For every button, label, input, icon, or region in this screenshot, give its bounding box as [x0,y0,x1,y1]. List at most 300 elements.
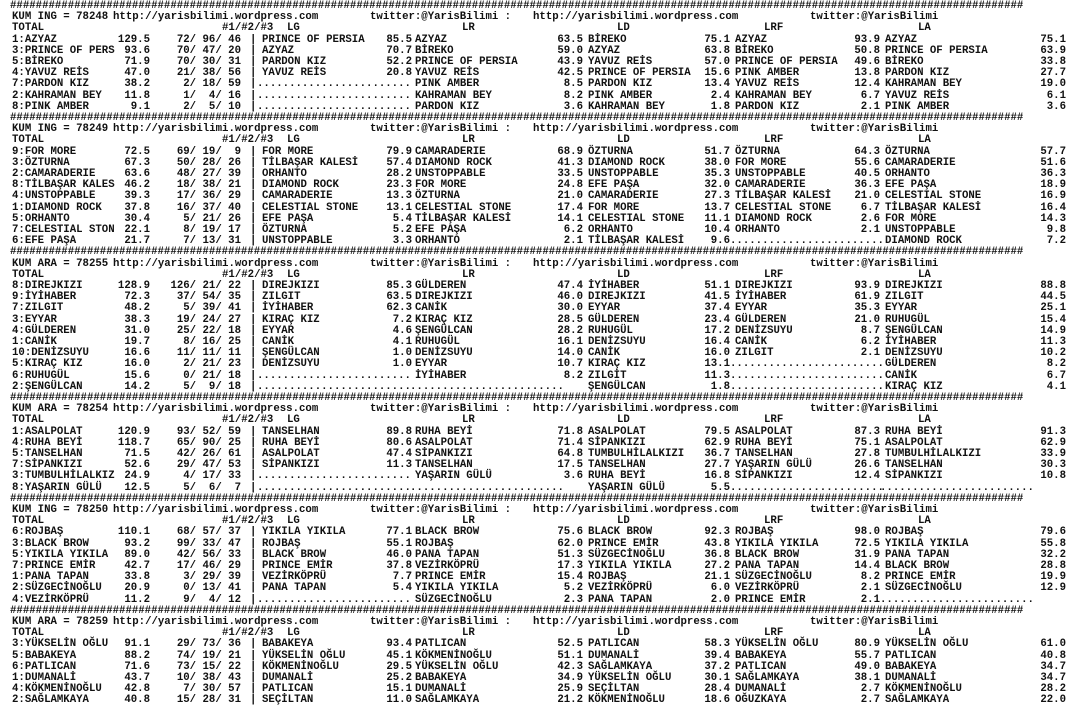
result-row [0,527,1077,538]
ld-score: 92.3 [704,526,730,539]
lr-score: 42.5 [557,67,583,80]
lr-horse-name: FOR MORE [415,179,467,192]
ld-horse-name: TİLBAŞAR KALESİ [588,235,685,248]
lg-horse-name: PRINCE EMİR [262,560,333,572]
lr-empty-dots: ........................ [410,380,564,393]
lrf-score: 49.6 [854,56,880,68]
ld-horse-name: AZYAZ [588,44,621,57]
total-score: 91.1 [124,638,150,651]
header-total: TOTAL [12,515,45,528]
lrf-score: 12.4 [854,470,880,483]
twitter-handle: twitter:@YarisBilimi [810,616,939,628]
lrf-horse-name: DIREJKIZI [735,280,793,292]
horse-name: 7:ZILGIT [12,302,64,315]
lrf-score: 2.1 [860,593,880,606]
lg-horse-name: İYİHABER [262,302,314,315]
la-empty-dots: ........................ [880,593,1034,606]
ld-score: 1.8 [710,380,730,393]
lg-score: 62.3 [386,302,412,315]
lg-horse-name: PARDON KIZ [262,56,327,68]
lrf-horse-name: UNSTOPPABLE [735,168,806,180]
placings: 29/ 47/ 53 [176,459,241,472]
placings: 8/ 19/ 17 [176,224,241,236]
ld-horse-name: PINK AMBER [588,89,653,102]
column-divider: | [250,201,257,214]
twitter-handle: twitter:@YarisBilimi [810,403,939,416]
lr-horse-name: TANSELHAN [415,459,473,472]
lg-horse-name: ŞENGÜLCAN [262,347,320,360]
lr-score: 17.5 [557,459,583,472]
lr-score: 62.0 [557,537,583,550]
lr-score: 51.1 [557,649,583,662]
lr-empty-dots: ........................ [410,481,564,494]
placings: 42/ 26/ 61 [176,448,241,460]
lrf-empty-dots: ........................ [730,358,884,371]
column-divider: | [250,145,257,158]
result-row [0,203,1077,214]
horse-name: 3:YÜKSELİN OĞLU [12,638,109,651]
lr-horse-name: BABAKEYA [415,672,467,684]
la-score: 8.2 [1046,358,1066,371]
lr-horse-name: ROJBAŞ [415,537,454,550]
lr-score: 41.3 [557,156,583,169]
horse-name: 7:SİPANKIZI [12,459,83,472]
lg-score: 5.4 [392,582,412,595]
lr-score: 71.4 [557,436,583,449]
lrf-score: 31.9 [854,548,880,561]
column-divider: | [250,347,257,360]
placings: 9/ 4/ 12 [176,593,241,606]
lr-score: 3.6 [563,100,583,113]
result-row [0,191,1077,202]
column-divider: | [250,67,257,80]
ld-score: 13.1 [704,358,730,371]
la-score: 61.0 [1040,638,1066,651]
la-horse-name: BLACK BROW [885,560,950,572]
ld-horse-name: KIRAÇ KIZ [588,358,646,371]
header-lg: LG [287,268,300,281]
lr-score: 63.5 [557,33,583,46]
lg-score: 85.5 [386,33,412,46]
total-score: 24.9 [124,470,150,483]
site-url: http://yarisbilimi.wordpress.com [533,123,739,136]
lrf-horse-name: YAVUZ REİS [735,78,800,91]
la-horse-name: KAHRAMAN BEY [885,78,962,91]
header-lr: LR [462,414,475,427]
lg-score: 13.1 [386,201,412,214]
lr-score: 24.8 [557,179,583,192]
lr-horse-name: DIAMOND ROCK [415,156,492,169]
column-divider: | [250,168,257,180]
lrf-horse-name: GÜLDEREN [735,313,787,326]
column-divider: | [250,369,257,382]
column-header-line [0,415,1077,426]
lrf-score: 13.8 [854,67,880,80]
lrf-horse-name: EYYAR [735,302,768,315]
race-header-line [0,12,1077,23]
ld-horse-name: BLACK BROW [588,526,653,539]
ld-horse-name: SÜZGECİNOĞLU [588,548,665,561]
lr-horse-name: İYİHABER [415,369,467,382]
lr-score: 17.4 [557,201,583,214]
ld-horse-name: ROJBAŞ [588,571,627,584]
total-score: 38.3 [124,313,150,326]
total-score: 72.5 [124,145,150,158]
horse-name: 1:PANA TAPAN [12,571,89,584]
lr-score: 6.2 [563,224,583,236]
separator: ############################################################################################################################################################## [10,246,1024,259]
la-score: 22.0 [1040,694,1066,707]
site-url: http://yarisbilimi.wordpress.com [113,11,319,24]
lr-horse-name: TİLBAŞAR KALESİ [415,212,512,225]
la-score: 19.9 [1040,571,1066,584]
horse-name: 4:YAVUZ REİS [12,67,89,80]
lrf-horse-name: ROJBAŞ [735,526,774,539]
ld-score: 18.6 [704,694,730,707]
twitter-handle: twitter:@YarisBilimi : [370,123,512,136]
la-score: 6.7 [1046,369,1066,382]
total-score: 37.8 [124,201,150,214]
lg-horse-name: UNSTOPPABLE [262,235,333,248]
placings: 5/ 39/ 41 [176,302,241,315]
la-score: 40.8 [1040,649,1066,662]
lg-horse-name: BLACK BROW [262,548,327,561]
header-lr: LR [462,515,475,528]
horse-name: 4:KÖKMENİNOĞLU [12,683,102,696]
lr-score: 21.2 [557,694,583,707]
la-horse-name: PARDON KIZ [885,67,950,80]
ld-horse-name: YÜKSELİN OĞLU [588,672,672,684]
separator-line [0,247,1077,258]
ld-horse-name: ORHANTO [588,224,633,236]
lr-score: 28.2 [557,324,583,337]
ld-horse-name: RUHA BEYİ [588,470,646,483]
la-horse-name: FOR MORE [885,212,937,225]
lrf-horse-name: ZILGIT [735,347,774,360]
total-score: 16.6 [124,347,150,360]
lg-horse-name: BABAKEYA [262,638,314,651]
ld-horse-name: FOR MORE [588,201,640,214]
lrf-horse-name: CANİK [735,336,768,348]
lr-score: 8.2 [563,89,583,102]
separator: ############################################################################################################################################################## [10,604,1024,617]
ld-horse-name: UNSTOPPABLE [588,168,659,180]
total-score: 22.1 [124,224,150,236]
column-divider: | [250,235,257,248]
total-score: 31.0 [124,324,150,337]
lr-horse-name: BLACK BROW [415,526,480,539]
header-lg: LG [287,627,300,640]
lrf-score: 2.1 [860,582,880,595]
ld-horse-name: TUMBULHİLALKIZI [588,448,685,460]
race-title: KUM ING = 78248 [12,11,109,24]
twitter-handle: twitter:@YarisBilimi [810,257,939,270]
ld-score: 5.5 [710,481,730,494]
lr-horse-name: PATLICAN [415,638,467,651]
lg-score: 29.5 [386,660,412,673]
separator: ############################################################################################################################################################## [10,492,1024,505]
horse-name: 2:SÜZGECİNOĞLU [12,582,102,595]
placings: 0/ 13/ 41 [176,582,241,595]
ld-score: 2.0 [710,593,730,606]
horse-name: 3:ÖZTURNA [12,156,70,169]
lrf-horse-name: RUHA BEYİ [735,436,793,449]
lg-score: 93.4 [386,638,412,651]
ld-score: 13.7 [704,201,730,214]
lg-horse-name: SİPANKIZI [262,459,320,472]
lr-horse-name: SÜZGECİNOĞLU [415,593,492,606]
la-score: 57.7 [1040,145,1066,158]
total-score: 42.7 [124,560,150,572]
lrf-empty-dots: ........................ [730,481,884,494]
lrf-score: 80.9 [854,638,880,651]
column-divider: | [250,313,257,326]
lg-empty-dots: ........................ [257,481,411,494]
placings: 19/ 24/ 27 [176,313,241,326]
column-divider: | [250,89,257,102]
lr-score: 30.0 [557,302,583,315]
placings: 0/ 21/ 18 [176,369,241,382]
ld-horse-name: VEZİRKÖPRÜ [588,582,653,595]
column-divider: | [250,448,257,460]
lg-horse-name: TANSELHAN [262,425,320,438]
ld-horse-name: KAHRAMAN BEY [588,100,665,113]
ld-horse-name: SAĞLAMKAYA [588,660,653,673]
lrf-horse-name: TANSELHAN [735,448,793,460]
lg-score: 3.3 [392,235,412,248]
header-total: TOTAL [12,414,45,427]
lr-horse-name: BİREKO [415,44,454,57]
lrf-score: 6.2 [860,336,880,348]
lg-horse-name: EFE PAŞA [262,212,314,225]
total-score: 43.7 [124,672,150,684]
result-row [0,483,1077,494]
horse-name: 2:CAMARADERIE [12,168,96,180]
result-row [0,695,1077,706]
column-divider: | [250,380,257,393]
header-lr: LR [462,22,475,35]
la-score: 10.8 [1040,470,1066,483]
lrf-score: 21.0 [854,313,880,326]
column-divider: | [250,537,257,550]
horse-name: 9:FOR MORE [12,145,77,158]
lg-score: 1.0 [392,358,412,371]
result-row [0,651,1077,662]
la-horse-name: KÖKMENİNOĞLU [885,683,962,696]
la-score: 63.9 [1040,44,1066,57]
total-score: 30.4 [124,212,150,225]
lr-horse-name: AZYAZ [415,33,448,46]
lrf-horse-name: CELESTIAL STONE [735,201,832,214]
ld-score: 39.4 [704,649,730,662]
lrf-score: 40.5 [854,168,880,180]
header-la: LA [918,22,931,35]
race-title: KUM ARA = 78259 [12,616,109,628]
column-divider: | [250,324,257,337]
lr-score: 71.8 [557,425,583,438]
lr-horse-name: DENİZSUYU [415,347,473,360]
header-wins: #1/#2/#3 [222,627,274,640]
lrf-score: 35.3 [854,302,880,315]
ld-horse-name: ASALPOLAT [588,425,646,438]
ld-score: 11.1 [704,212,730,225]
ld-score: 58.3 [704,638,730,651]
column-divider: | [250,548,257,561]
twitter-handle: twitter:@YarisBilimi : [370,403,512,416]
lrf-score: 55.7 [854,649,880,662]
ld-horse-name: RUHUGÜL [588,324,633,337]
lr-horse-name: RUHUGÜL [415,336,460,348]
total-score: 33.8 [124,571,150,584]
lg-score: 89.8 [386,425,412,438]
lrf-score: 21.0 [854,190,880,203]
header-lrf: LRF [764,268,784,281]
lrf-empty-dots: ........................ [730,380,884,393]
column-divider: | [250,459,257,472]
lrf-score: 93.9 [854,280,880,292]
lr-horse-name: ÖZTURNA [415,190,460,203]
header-lr: LR [462,268,475,281]
ld-score: 9.6 [710,235,730,248]
total-score: 71.9 [124,56,150,68]
lr-score: 46.0 [557,291,583,304]
placings: 11/ 11/ 11 [176,347,241,360]
result-row [0,427,1077,438]
lg-score: 80.6 [386,436,412,449]
la-score: 6.1 [1046,89,1066,102]
lrf-horse-name: VEZİRKÖPRÜ [735,582,800,595]
la-score: 91.3 [1040,425,1066,438]
lrf-score: 26.6 [854,459,880,472]
header-ld: LD [617,134,630,147]
placings: 8/ 16/ 25 [176,336,241,348]
lrf-horse-name: BLACK BROW [735,548,800,561]
la-horse-name: BABAKEYA [885,660,937,673]
column-divider: | [250,526,257,539]
column-divider: | [250,302,257,315]
ld-horse-name: ZILGİT [588,369,627,382]
total-score: 118.7 [117,436,150,449]
horse-name: 4:VEZİRKÖPRÜ [12,593,89,606]
lrf-horse-name: ORHANTO [735,224,780,236]
lrf-score: 98.0 [854,526,880,539]
horse-name: 10:DENİZSUYU [12,347,89,360]
lr-horse-name: CAMARADERIE [415,145,486,158]
lr-horse-name: SAĞLAMKAYA [415,694,480,707]
lr-score: 47.4 [557,280,583,292]
header-lrf: LRF [764,627,784,640]
result-row [0,91,1077,102]
ld-score: 63.8 [704,44,730,57]
column-divider: | [250,571,257,584]
column-divider: | [250,593,257,606]
header-la: LA [918,414,931,427]
column-header-line [0,135,1077,146]
ld-score: 37.2 [704,660,730,673]
lrf-score: 38.1 [854,672,880,684]
result-row [0,639,1077,650]
lg-empty-dots: ........................ [257,593,411,606]
lg-horse-name: RUHA BEYİ [262,436,320,449]
lg-score: 25.2 [386,672,412,684]
lr-score: 42.3 [557,660,583,673]
lr-horse-name: DIREJKIZI [415,291,473,304]
race-title: KUM ARA = 78254 [12,403,109,416]
lr-horse-name: YIKILA YIKILA [415,582,499,595]
la-score: 55.8 [1040,537,1066,550]
la-score: 34.7 [1040,672,1066,684]
ld-horse-name: ŞENGÜLCAN [588,380,646,393]
lg-horse-name: FOR MORE [262,145,314,158]
lrf-score: 12.4 [854,78,880,91]
header-ld: LD [617,414,630,427]
la-horse-name: PRINCE EMİR [885,571,956,584]
column-divider: | [250,660,257,673]
la-horse-name: UNSTOPPABLE [885,224,956,236]
horse-name: 1:CANİK [12,336,57,348]
ld-score: 16.0 [704,347,730,360]
placings: 17/ 36/ 29 [176,190,241,203]
placings: 2/ 21/ 23 [176,358,241,371]
race-header-line [0,505,1077,516]
lrf-score: 8.7 [860,324,880,337]
ld-score: 10.4 [704,224,730,236]
lrf-horse-name: FOR MORE [735,156,787,169]
ld-score: 2.4 [710,89,730,102]
placings: 5/ 9/ 18 [176,380,241,393]
lg-horse-name: DIREJKIZI [262,280,320,292]
lg-horse-name: CELESTIAL STONE [262,201,359,214]
ld-score: 51.7 [704,145,730,158]
lg-horse-name: VEZİRKÖPRÜ [262,571,327,584]
lrf-horse-name: OĞUZKAYA [735,694,787,707]
total-score: 20.9 [124,582,150,595]
site-url: http://yarisbilimi.wordpress.com [113,123,319,136]
placings: 93/ 52/ 59 [176,425,241,438]
header-wins: #1/#2/#3 [222,268,274,281]
ld-score: 13.4 [704,78,730,91]
lr-horse-name: VEZİRKÖPRÜ [415,560,480,572]
ld-score: 57.0 [704,56,730,68]
header-lrf: LRF [764,414,784,427]
column-divider: | [250,694,257,707]
placings: 99/ 33/ 47 [176,537,241,550]
ld-horse-name: İYİHABER [588,280,640,292]
la-score: 3.6 [1046,100,1066,113]
la-score: 14.9 [1040,324,1066,337]
total-score: 129.5 [117,33,150,46]
horse-name: 2:ŞENGÜLCAN [12,380,83,393]
lg-horse-name: YÜKSELİN OĞLU [262,649,346,662]
lg-score: 4.6 [392,324,412,337]
ld-horse-name: PRINCE EMİR [588,537,659,550]
lrf-horse-name: PATLICAN [735,660,787,673]
la-horse-name: BİREKO [885,56,924,68]
total-score: 63.6 [124,168,150,180]
column-divider: | [250,582,257,595]
placings: 4/ 17/ 33 [176,470,241,483]
la-horse-name: RUHA BEYİ [885,425,943,438]
lrf-horse-name: AZYAZ [735,33,768,46]
horse-name: 5:KIRAÇ KIZ [12,358,83,371]
placings: 48/ 27/ 39 [176,168,241,180]
ld-score: 27.7 [704,459,730,472]
lr-score: 2.3 [563,593,583,606]
lg-horse-name: YIKILA YIKILA [262,526,346,539]
ld-horse-name: ÖZTURNA [588,145,633,158]
header-ld: LD [617,268,630,281]
separator: ############################################################################################################################################################## [10,112,1024,124]
